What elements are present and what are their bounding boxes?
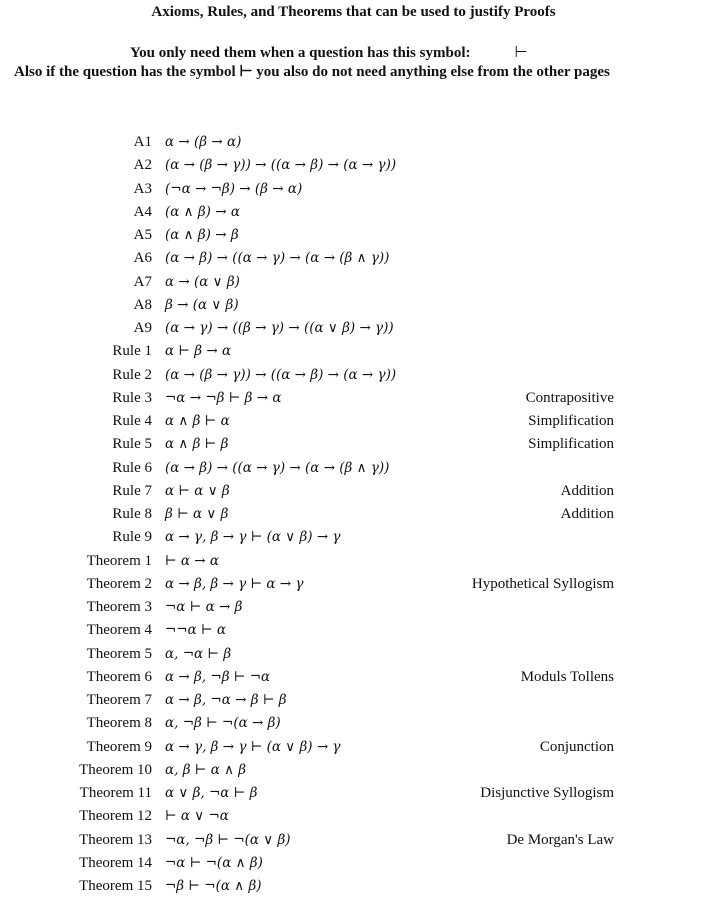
item-label: Theorem 14 — [79, 854, 152, 871]
item-rule-name: Moduls Tollens — [520, 668, 614, 685]
item-label: Rule 9 — [112, 529, 152, 546]
item-formula: (α ∧ β) → α — [165, 203, 240, 220]
item-label: A7 — [133, 273, 152, 290]
item-formula: (α → (β → γ)) → ((α → β) → (α → γ)) — [165, 157, 397, 174]
rule-row — [0, 529, 707, 552]
theorem-row — [0, 599, 707, 622]
axiom-row — [0, 250, 707, 273]
theorem-row — [0, 762, 707, 785]
item-label: Rule 2 — [112, 366, 152, 383]
item-formula: ¬α ⊢ α → β — [165, 599, 243, 615]
item-formula: ¬β ⊢ ¬(α ∧ β) — [165, 878, 262, 894]
item-formula: ¬¬α ⊢ α — [165, 622, 227, 639]
theorem-row — [0, 576, 707, 599]
item-label: Theorem 6 — [86, 668, 152, 685]
instruction-line-2: Also if the question has the symbol ⊢ you also do not need anything else from the other pages — [14, 64, 610, 80]
rule-row — [0, 483, 707, 506]
rule-row — [0, 343, 707, 366]
item-formula: β ⊢ α ∨ β — [165, 506, 229, 522]
item-label: A2 — [133, 157, 152, 174]
item-formula: (α → β) → ((α → γ) → (α → (β ∧ γ)) — [165, 250, 390, 267]
item-formula: (¬α → ¬β) → (β → α) — [165, 180, 303, 197]
item-formula: β → (α ∨ β) — [165, 296, 239, 313]
item-rule-name: Addition — [560, 482, 614, 499]
item-label: Theorem 7 — [86, 692, 152, 708]
item-rule-name: Hypothetical Syllogism — [471, 575, 614, 592]
formula-list — [0, 134, 707, 901]
item-formula: ¬α ⊢ ¬(α ∧ β) — [165, 854, 263, 871]
item-label: Theorem 13 — [79, 831, 152, 848]
item-rule-name: Disjunctive Syllogism — [480, 785, 614, 801]
item-rule-name: De Morgan's Law — [506, 831, 614, 848]
item-formula: α → β, ¬α → β ⊢ β — [165, 692, 287, 708]
item-label: A8 — [133, 296, 152, 313]
item-label: Theorem 12 — [79, 808, 152, 825]
theorem-row — [0, 646, 707, 669]
item-formula: ¬α, ¬β ⊢ ¬(α ∨ β) — [165, 831, 291, 848]
item-formula: α → β, ¬β ⊢ ¬α — [165, 668, 271, 685]
item-label: Theorem 2 — [86, 575, 152, 592]
page-title: Axioms, Rules, and Theorems that can be used to justify Proofs — [151, 4, 556, 20]
item-rule-name: Conjunction — [539, 738, 614, 755]
item-formula: ¬α → ¬β ⊢ β → α — [165, 389, 282, 406]
theorem-row — [0, 878, 707, 901]
item-rule-name: Contrapositive — [525, 389, 614, 406]
item-label: Theorem 15 — [79, 878, 152, 894]
item-label: Rule 8 — [112, 506, 152, 522]
item-label: A1 — [133, 134, 152, 150]
axiom-row — [0, 274, 707, 297]
rule-row — [0, 367, 707, 390]
item-formula: (α → (β → γ)) → ((α → β) → (α → γ)) — [165, 366, 397, 383]
item-formula: α, ¬α ⊢ β — [165, 645, 232, 662]
axiom-row — [0, 134, 707, 157]
theorem-row — [0, 808, 707, 831]
theorem-row — [0, 785, 707, 808]
item-formula: α ⊢ α ∨ β — [165, 482, 230, 499]
theorem-row — [0, 715, 707, 738]
axiom-row — [0, 297, 707, 320]
item-label: Theorem 3 — [86, 599, 152, 615]
item-label: Theorem 9 — [86, 738, 152, 755]
theorem-row — [0, 855, 707, 878]
axiom-row — [0, 204, 707, 227]
theorem-row — [0, 622, 707, 645]
item-rule-name: Simplification — [528, 436, 614, 453]
item-label: Theorem 10 — [79, 761, 152, 778]
item-formula: α ⊢ β → α — [165, 343, 232, 360]
item-formula: α → (β → α) — [165, 134, 242, 150]
theorem-row — [0, 553, 707, 576]
item-rule-name: Addition — [560, 506, 614, 522]
instruction-line-1 — [130, 43, 528, 62]
rule-row — [0, 413, 707, 436]
item-label: Rule 4 — [112, 413, 152, 429]
item-label: Rule 6 — [112, 459, 152, 476]
item-formula: (α → γ) → ((β → γ) → ((α ∨ β) → γ)) — [165, 320, 394, 336]
item-formula: α, ¬β ⊢ ¬(α → β) — [165, 715, 281, 732]
instruction-text: You only need them when a question has this symbol: — [130, 45, 471, 61]
turnstile-symbol: ⊢ — [514, 45, 528, 61]
item-label: A4 — [133, 203, 152, 220]
item-label: Rule 3 — [112, 389, 152, 406]
rule-row — [0, 436, 707, 459]
item-formula: ⊢ α ∨ ¬α — [165, 808, 229, 825]
item-rule-name: Simplification — [528, 413, 614, 429]
item-formula: α, β ⊢ α ∧ β — [165, 761, 247, 778]
item-label: A5 — [133, 227, 152, 243]
theorem-row — [0, 692, 707, 715]
item-label: Rule 1 — [112, 343, 152, 360]
theorem-row — [0, 739, 707, 762]
item-formula: α → γ, β → γ ⊢ (α ∨ β) → γ — [165, 738, 341, 755]
axiom-row — [0, 181, 707, 204]
theorem-row — [0, 832, 707, 855]
rule-row — [0, 506, 707, 529]
theorem-row — [0, 669, 707, 692]
item-formula: α → (α ∨ β) — [165, 273, 240, 290]
item-label: Rule 7 — [112, 482, 152, 499]
item-label: Theorem 8 — [86, 715, 152, 732]
item-formula: α ∧ β ⊢ β — [165, 436, 229, 453]
item-formula: α → γ, β → γ ⊢ (α ∨ β) → γ — [165, 529, 341, 546]
item-label: Theorem 1 — [86, 552, 152, 569]
item-label: A6 — [133, 250, 152, 267]
item-label: Theorem 5 — [86, 645, 152, 662]
item-formula: α → β, β → γ ⊢ α → γ — [165, 575, 304, 592]
item-label: A3 — [133, 180, 152, 197]
item-label: Theorem 11 — [79, 785, 152, 801]
item-label: A9 — [133, 320, 152, 336]
item-formula: (α ∧ β) → β — [165, 227, 239, 243]
rule-row — [0, 460, 707, 483]
axiom-row — [0, 227, 707, 250]
axiom-row — [0, 320, 707, 343]
item-formula: α ∧ β ⊢ α — [165, 413, 230, 429]
item-formula: α ∨ β, ¬α ⊢ β — [165, 785, 258, 801]
rule-row — [0, 390, 707, 413]
item-label: Theorem 4 — [86, 622, 152, 639]
item-formula: (α → β) → ((α → γ) → (α → (β ∧ γ)) — [165, 459, 390, 476]
axiom-row — [0, 157, 707, 180]
item-formula: ⊢ α → α — [165, 552, 220, 569]
item-label: Rule 5 — [112, 436, 152, 453]
